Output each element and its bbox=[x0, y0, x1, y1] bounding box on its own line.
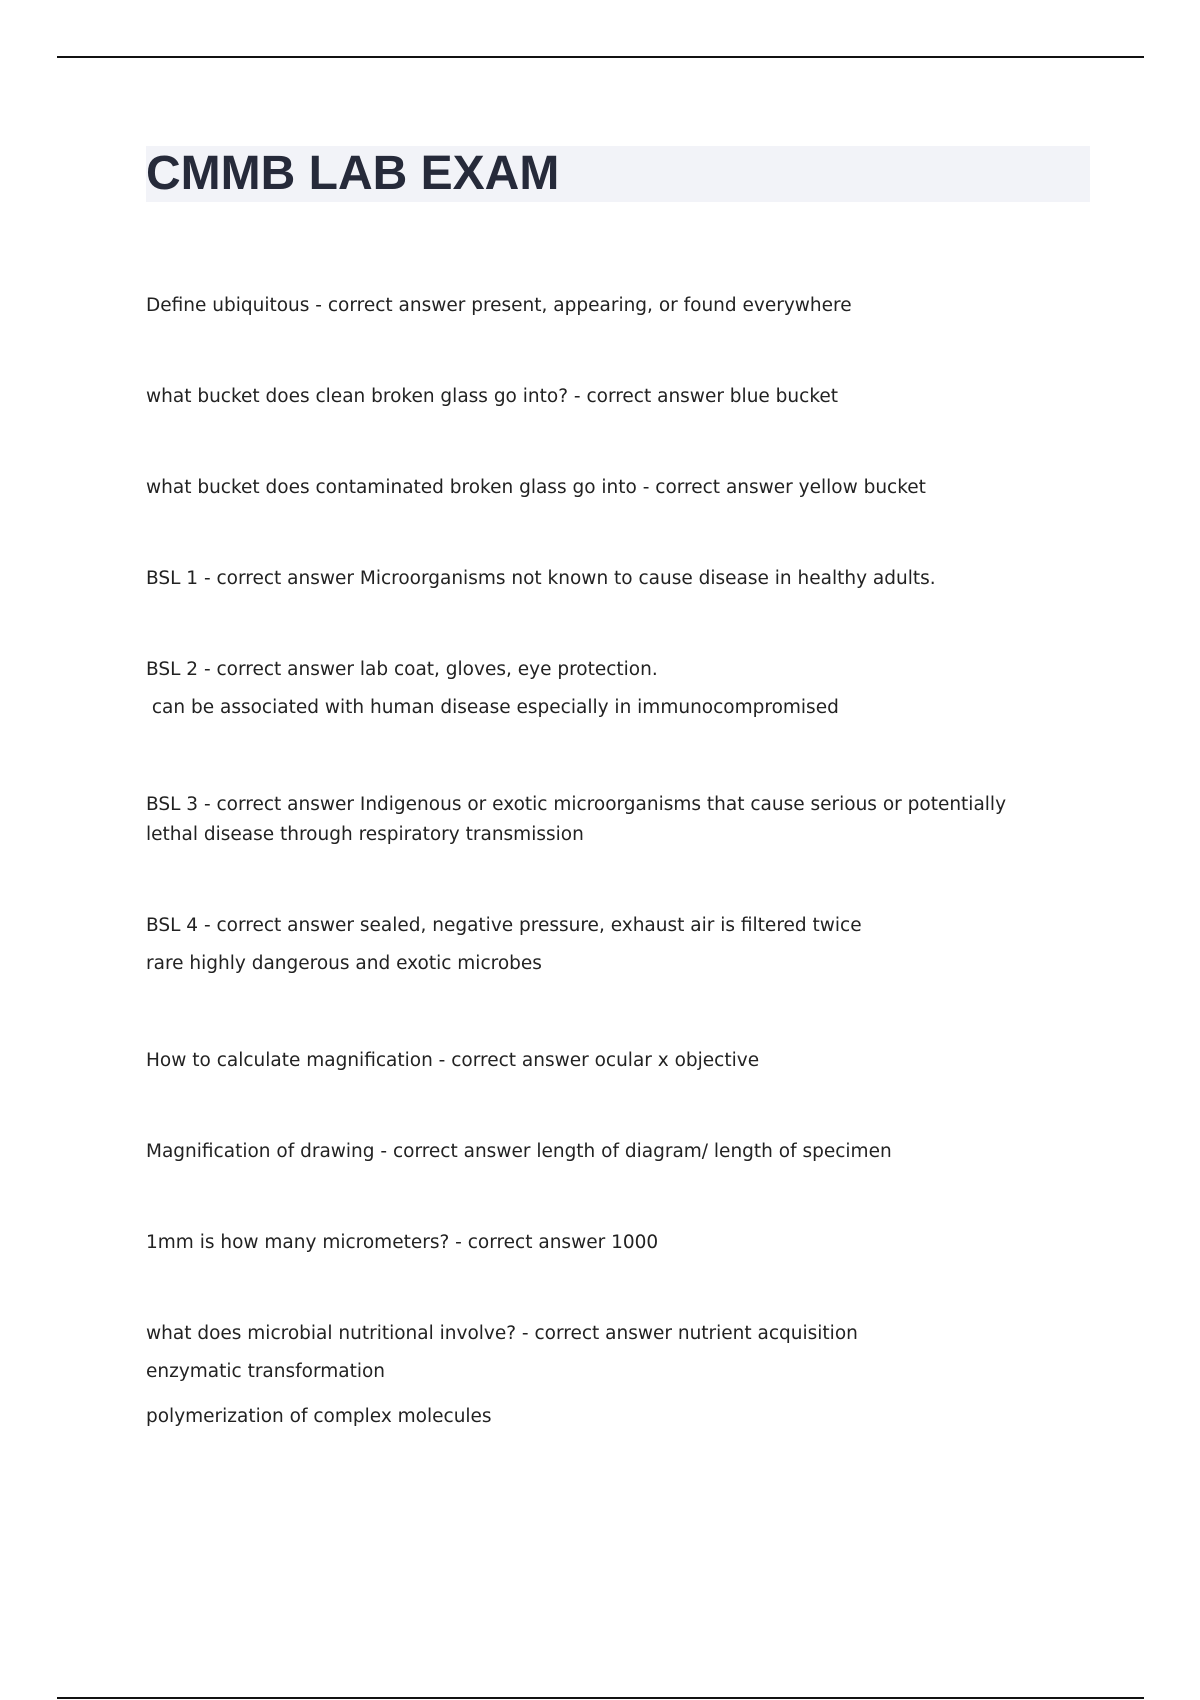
qa-item-extra-line: polymerization of complex molecules bbox=[146, 1406, 492, 1427]
qa-item-10 bbox=[146, 1228, 1046, 1258]
qa-item-text: 1mm is how many micrometers? - correct answer 1000 bbox=[146, 1232, 659, 1253]
qa-item-11 bbox=[146, 1319, 1046, 1439]
qa-item-7 bbox=[146, 911, 1046, 986]
bottom-rule bbox=[57, 1697, 1144, 1699]
qa-item-text: BSL 3 - correct answer Indigenous or exotic microorganisms that cause serious or potentially lethal disease through respiratory transmission bbox=[146, 794, 1007, 845]
qa-item-1 bbox=[146, 291, 1046, 321]
qa-item-text: what bucket does contaminated broken glass go into - correct answer yellow bucket bbox=[146, 477, 926, 498]
document-title: CMMB LAB EXAM bbox=[146, 147, 560, 200]
qa-item-4 bbox=[146, 564, 1046, 594]
qa-item-text: Magnification of drawing - correct answer length of diagram/ length of specimen bbox=[146, 1141, 892, 1162]
top-rule bbox=[57, 56, 1144, 58]
qa-item-text: BSL 2 - correct answer lab coat, gloves, eye protection. bbox=[146, 659, 658, 680]
qa-item-text: Define ubiquitous - correct answer present, appearing, or found everywhere bbox=[146, 295, 852, 316]
qa-item-text: BSL 1 - correct answer Microorganisms not known to cause disease in healthy adults. bbox=[146, 568, 936, 589]
qa-item-9 bbox=[146, 1137, 1046, 1167]
qa-item-3 bbox=[146, 473, 1046, 503]
qa-item-text: BSL 4 - correct answer sealed, negative pressure, exhaust air is filtered twice bbox=[146, 915, 862, 936]
qa-item-6 bbox=[146, 790, 1056, 850]
qa-item-text: what does microbial nutritional involve? - correct answer nutrient acquisition bbox=[146, 1323, 858, 1344]
qa-item-extra-line: can be associated with human disease especially in immunocompromised bbox=[146, 697, 839, 718]
qa-item-extra-line: rare highly dangerous and exotic microbes bbox=[146, 953, 542, 974]
qa-item-5 bbox=[146, 655, 1046, 730]
qa-item-extra-line: enzymatic transformation bbox=[146, 1361, 386, 1382]
qa-item-8 bbox=[146, 1046, 1046, 1076]
qa-item-text: How to calculate magnification - correct answer ocular x objective bbox=[146, 1050, 760, 1071]
qa-item-text: what bucket does clean broken glass go into? - correct answer blue bucket bbox=[146, 386, 839, 407]
qa-item-2 bbox=[146, 382, 1046, 412]
